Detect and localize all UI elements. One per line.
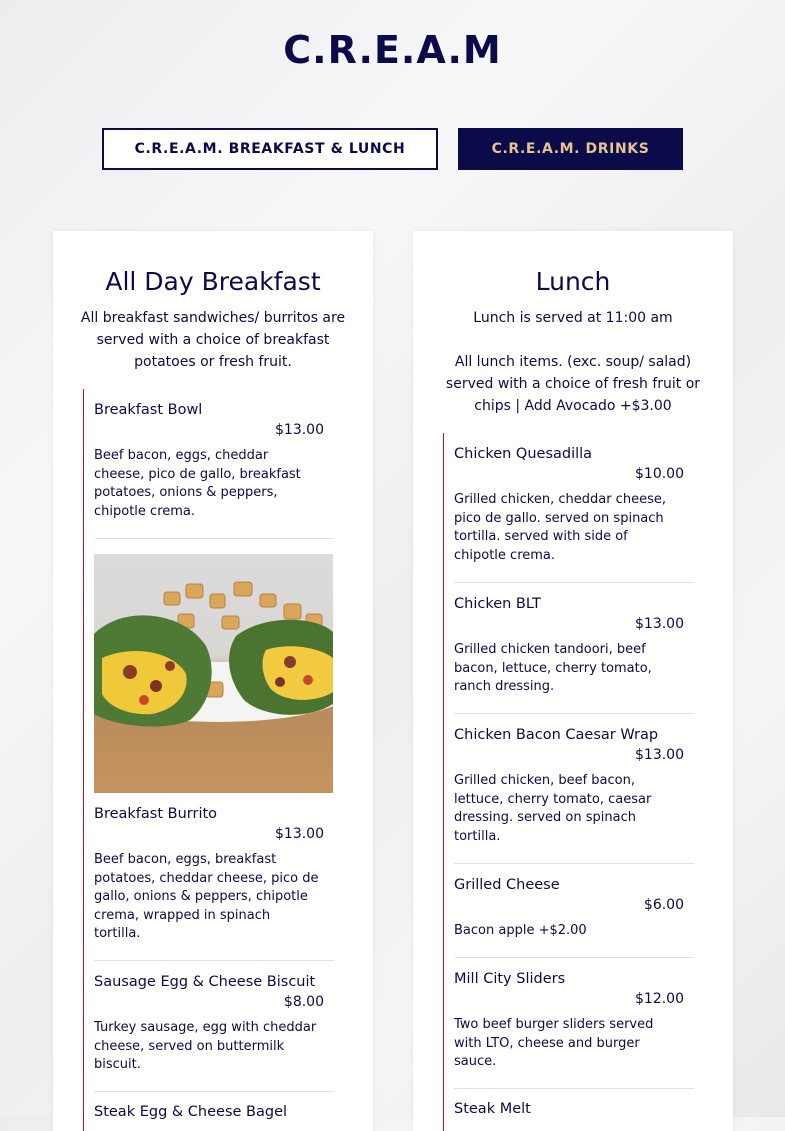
item-divider <box>454 1088 694 1089</box>
breakfast-intro: All breakfast sandwiches/ burritos are served with a choice of breakfast potatoes or fresh fruit. <box>80 310 346 370</box>
item-description: Grilled chicken, beef bacon, lettuce, cherry tomato, caesar dressing. served on spinach tortilla. <box>454 773 652 844</box>
item-price: $12.00 <box>635 991 684 1007</box>
breakfast-burrito-photo <box>94 554 333 793</box>
item-divider <box>454 713 694 714</box>
item-name: Chicken Quesadilla <box>454 446 593 462</box>
item-description: Bacon apple +$2.00 <box>454 923 587 938</box>
lunch-intro-note: All lunch items. (exc. soup/ salad) served with a choice of fresh fruit or chips | Add Avocado +$3.00 <box>445 354 701 414</box>
item-description: Turkey sausage, egg with cheddar cheese, served on buttermilk biscuit. <box>94 1020 317 1073</box>
breakfast-card <box>53 231 373 1131</box>
item-price: $10.00 <box>635 466 684 482</box>
item-price: $13.00 <box>635 616 684 632</box>
item-divider <box>454 582 694 583</box>
item-description: Grilled chicken tandoori, beef bacon, lettuce, cherry tomato, ranch dressing. <box>454 642 652 695</box>
item-name: Breakfast Bowl <box>94 402 203 418</box>
lunch-card <box>413 231 733 1131</box>
lunch-item-list <box>443 433 694 1131</box>
item-name: Steak Melt <box>454 1101 531 1117</box>
item-divider <box>94 1091 334 1092</box>
breakfast-item-list <box>83 389 334 1131</box>
item-description: Beef bacon, eggs, breakfast potatoes, cheddar cheese, pico de gallo, onions & peppers, chipotle crema, wrapped in spinach tortilla. <box>94 852 319 942</box>
item-name: Chicken BLT <box>454 596 541 612</box>
item-name: Mill City Sliders <box>454 971 566 987</box>
item-description: Two beef burger sliders served with LTO, cheese and burger sauce. <box>454 1017 654 1070</box>
tab-drinks[interactable]: C.R.E.A.M. DRINKS <box>458 128 683 170</box>
item-divider <box>454 863 694 864</box>
item-price: $13.00 <box>275 422 324 438</box>
tab-breakfast-lunch[interactable]: C.R.E.A.M. BREAKFAST & LUNCH <box>102 128 438 170</box>
item-name: Chicken Bacon Caesar Wrap <box>454 727 659 743</box>
item-description: Grilled chicken, cheddar cheese, pico de gallo. served on spinach tortilla. served with side of chipotle crema. <box>454 492 666 563</box>
brand-title: C.R.E.A.M <box>283 28 502 72</box>
item-name: Grilled Cheese <box>454 877 560 893</box>
item-name: Sausage Egg & Cheese Biscuit <box>94 974 316 990</box>
item-price: $13.00 <box>635 747 684 763</box>
item-price: $8.00 <box>283 994 324 1010</box>
item-divider <box>454 957 694 958</box>
item-name: Steak Egg & Cheese Bagel <box>94 1104 288 1120</box>
item-name: Breakfast Burrito <box>94 806 218 822</box>
item-price: $13.00 <box>275 826 324 842</box>
lunch-intro-time: Lunch is served at 11:00 am <box>473 310 673 326</box>
item-divider <box>94 960 334 961</box>
item-description: Beef bacon, eggs, cheddar cheese, pico de gallo, breakfast potatoes, onions & peppers, chipotle crema. <box>94 448 301 519</box>
item-price: $6.00 <box>643 897 684 913</box>
lunch-title: Lunch <box>535 267 611 296</box>
item-divider <box>94 538 334 539</box>
breakfast-title: All Day Breakfast <box>105 267 321 296</box>
